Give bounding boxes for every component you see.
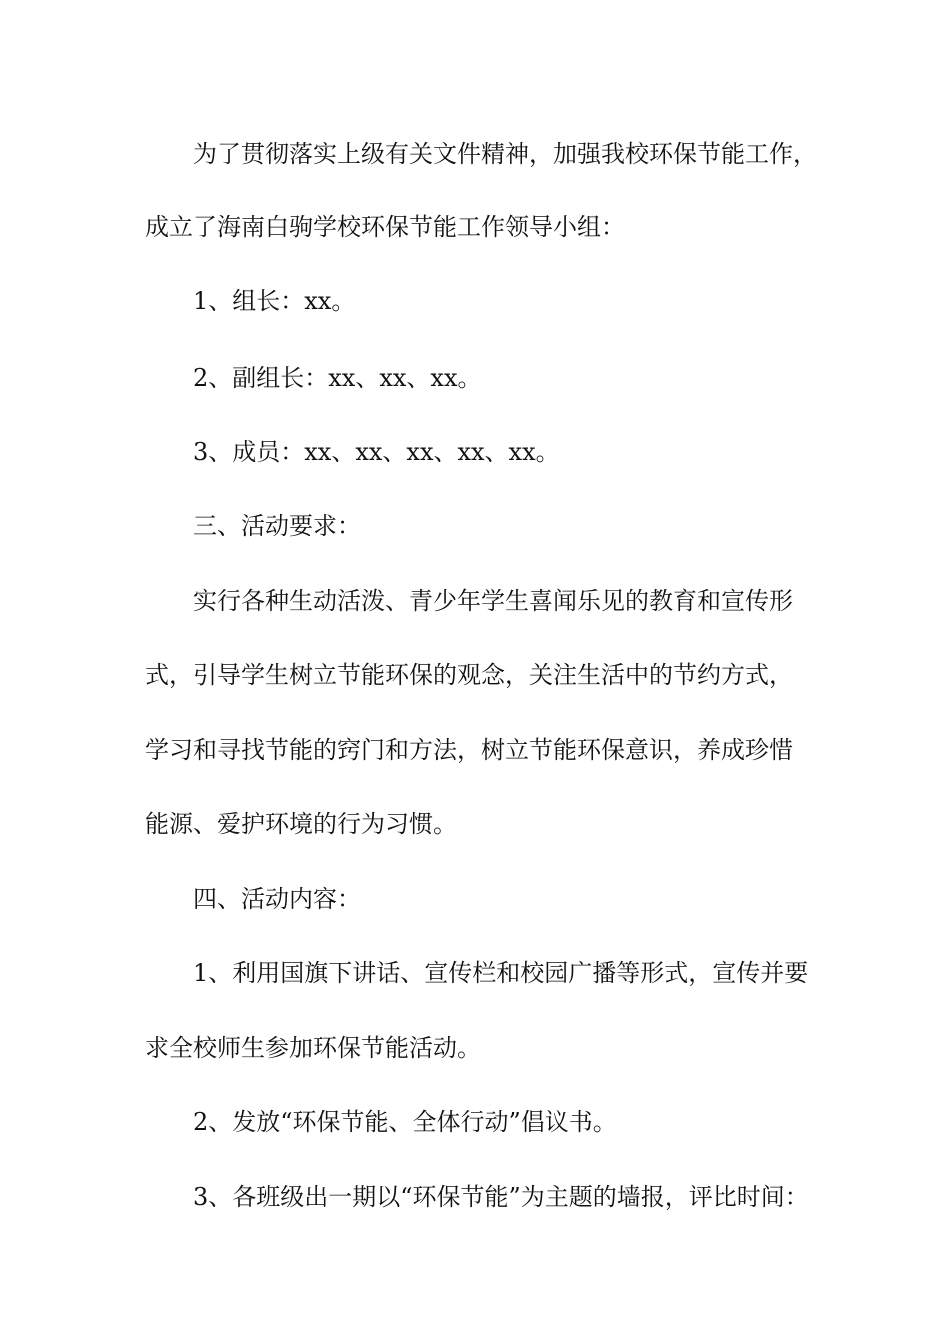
paragraph-intro-line-1: 为了贯彻落实上级有关文件精神，加强我校环保节能工作， — [193, 140, 817, 168]
section-heading-requirements: 三、活动要求： — [193, 512, 361, 540]
content-item-1-line-1: 1、利用国旗下讲话、宣传栏和校园广播等形式，宣传并要 — [193, 959, 809, 987]
list-item-leader: 1、组长：xx。 — [193, 287, 356, 315]
list-item-deputy-leader: 2、副组长：xx、xx、xx。 — [193, 364, 482, 392]
section-heading-content: 四、活动内容： — [193, 885, 361, 913]
paragraph-requirements-line-3: 学习和寻找节能的窍门和方法，树立节能环保意识，养成珍惜 — [145, 736, 793, 764]
list-item-members: 3、成员：xx、xx、xx、xx、xx。 — [193, 438, 560, 466]
paragraph-requirements-line-1: 实行各种生动活泼、青少年学生喜闻乐见的教育和宣传形 — [193, 587, 793, 615]
content-item-2: 2、发放“环保节能、全体行动”倡议书。 — [193, 1108, 617, 1136]
paragraph-requirements-line-4: 能源、爱护环境的行为习惯。 — [145, 810, 457, 838]
paragraph-intro-line-2: 成立了海南白驹学校环保节能工作领导小组： — [145, 213, 625, 241]
content-item-1-line-2: 求全校师生参加环保节能活动。 — [145, 1034, 481, 1062]
paragraph-requirements-line-2: 式，引导学生树立节能环保的观念，关注生活中的节约方式， — [145, 661, 793, 689]
content-item-3: 3、各班级出一期以“环保节能”为主题的墙报，评比时间： — [193, 1183, 809, 1211]
